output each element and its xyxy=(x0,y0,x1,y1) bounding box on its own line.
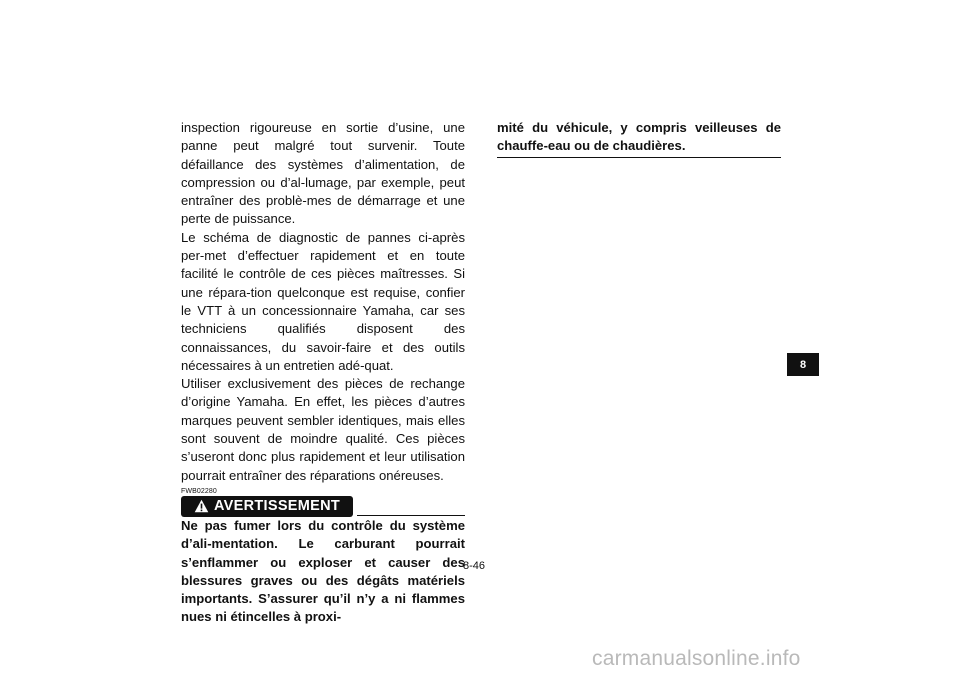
document-code: FWB02280 xyxy=(181,487,217,495)
section-tab: 8 xyxy=(787,353,819,376)
warning-text: Ne pas fumer lors du contrôle du système d’ali-mentation. Le carburant pourrait s’enflammer ou exploser et causer des blessures graves ou des dégâts matériels importants. S’assurer qu’il n’y a ni flammes nues ni étincelles à proxi- xyxy=(181,517,465,625)
warning-triangle-icon xyxy=(194,499,209,513)
warning-header xyxy=(181,496,465,517)
body-paragraph: Le schéma de diagnostic de pannes ci-après per-met d’effectuer rapidement et en toute facilité le contrôle de ces pièces maîtresses. Si une répara-tion quelconque est requise, confier le VTT à un concessionnaire Yamaha, car ses techniciens qualifiés disposent des connaissances, du savoir-faire et des outils nécessaires à un entretien adé-quat. xyxy=(181,229,465,373)
warning-rule xyxy=(357,515,465,516)
warning-end-rule xyxy=(497,157,781,158)
watermark: carmanualsonline.info xyxy=(592,647,801,670)
warning-badge xyxy=(181,496,353,517)
right-column xyxy=(497,119,781,158)
warning-label: AVERTISSEMENT xyxy=(213,498,341,515)
warning-continuation: mité du véhicule, y compris veilleuses de chauffe-eau ou de chaudières. xyxy=(497,120,781,154)
body-paragraph: Utiliser exclusivement des pièces de rechange d’origine Yamaha. En effet, les pièces d’autres marques peuvent sembler identiques, mais elles sont souvent de moindre qualité. Ces pièces s’useront donc plus rapidement et leur utilisation pourrait entraîner des réparations onéreuses. xyxy=(181,376,465,483)
page-number: 8-46 xyxy=(462,560,486,572)
body-paragraph: inspection rigoureuse en sortie d’usine, une panne peut malgré tout survenir. Toute défaillance des systèmes d’alimentation, de compression ou d’al-lumage, par exemple, peut entraîner des problè-mes de démarrage et une perte de puissance. xyxy=(181,120,465,227)
left-column xyxy=(181,119,465,627)
